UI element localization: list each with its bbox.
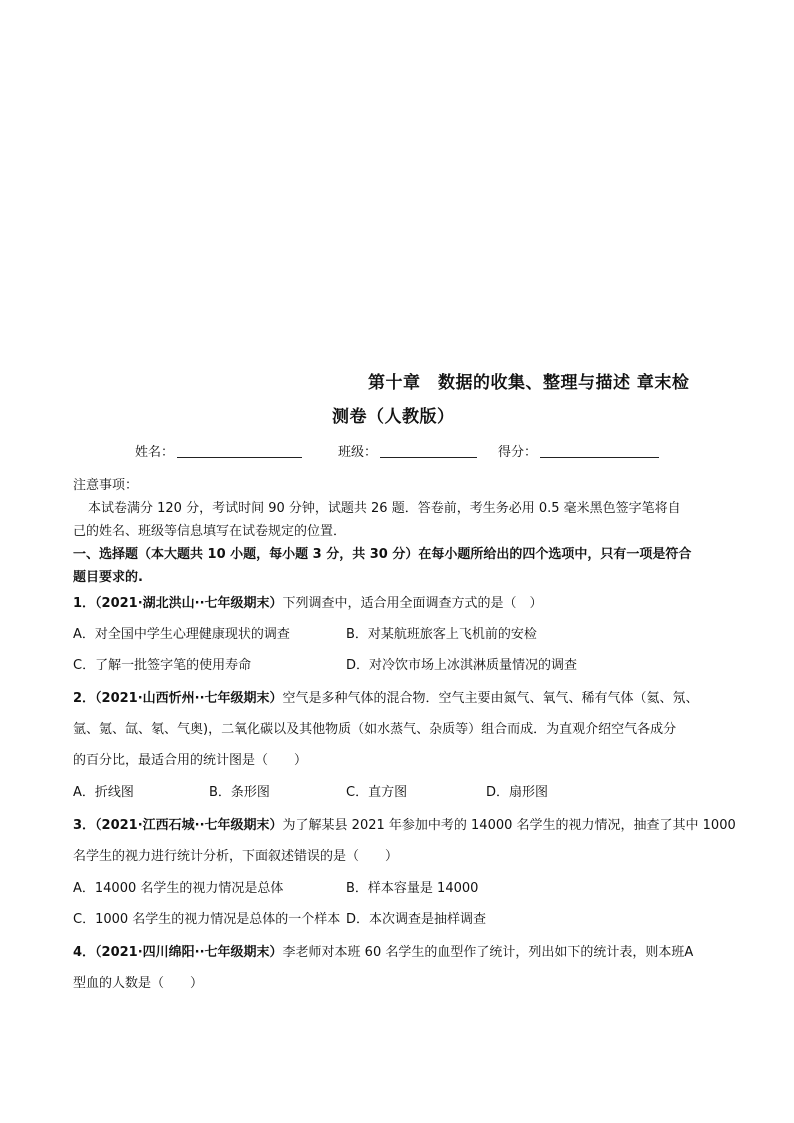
question-2-option-a[interactable]: A．折线图 — [73, 785, 134, 800]
question-3-option-c[interactable]: C．1000 名学生的视力情况是总体的一个样本 — [73, 912, 341, 927]
question-3-number: 3． — [73, 818, 96, 833]
class-blank[interactable] — [380, 457, 477, 458]
question-3-text: 为了解某县 2021 年参加中考的 14000 名学生的视力情况，抽查了其中 1000 — [282, 818, 736, 833]
section1-instruction-line2: 题目要求的. — [73, 570, 143, 585]
question-3-option-b[interactable]: B．样本容量是 14000 — [346, 881, 479, 896]
question-2-stem-line2: 氩、氪、氙、氡、气奥)，二氧化碳以及其他物质（如水蒸气、杂质等）组合而成．为直观介绍空气各成分 — [73, 722, 677, 737]
section1-instruction-line1: 一、选择题（本大题共 10 小题，每小题 3 分，共 30 分）在每小题所给出的四个选项中，只有一项是符合 — [73, 547, 692, 562]
question-2-stem-line3: 的百分比，最适合用的统计图是（ ） — [73, 753, 308, 768]
question-2-option-d[interactable]: D．扇形图 — [486, 785, 549, 800]
question-3-option-d[interactable]: D．本次调查是抽样调查 — [346, 912, 487, 927]
notice-line2: 己的姓名、班级等信息填写在试卷规定的位置． — [73, 524, 347, 539]
question-2-source: （2021·山西忻州··七年级期末） — [95, 691, 283, 706]
question-3-stem-line2: 名学生的视力进行统计分析，下面叙述错误的是（ ） — [73, 849, 399, 864]
question-2-option-c[interactable]: C．直方图 — [346, 785, 408, 800]
student-info-row — [135, 441, 695, 461]
question-2-stem-line1 — [73, 687, 699, 706]
question-4-stem-line1 — [73, 941, 693, 960]
name-label: 姓名： — [135, 445, 175, 460]
question-2-number: 2． — [73, 691, 96, 706]
score-blank[interactable] — [540, 457, 659, 458]
question-2-text: 空气是多种气体的混合物．空气主要由氮气、氧气、稀有气体（氦、氖、 — [282, 691, 699, 706]
question-1-option-c[interactable]: C．了解一批签字笔的使用寿命 — [73, 658, 252, 673]
question-1-option-d[interactable]: D．对冷饮市场上冰淇淋质量情况的调查 — [346, 658, 578, 673]
name-blank[interactable] — [177, 457, 302, 458]
question-1-source: （2021·湖北洪山··七年级期末） — [95, 596, 283, 611]
exam-title-line1: 第十章 数据的收集、整理与描述 章末检 — [368, 373, 690, 393]
question-1-option-a[interactable]: A．对全国中学生心理健康现状的调查 — [73, 627, 290, 642]
class-label: 班级： — [338, 445, 378, 460]
question-1-text: 下列调查中，适合用全面调查方式的是（ ） — [282, 596, 543, 611]
score-label: 得分： — [498, 445, 538, 460]
question-3-option-a[interactable]: A．14000 名学生的视力情况是总体 — [73, 881, 284, 896]
notice-line1: 本试卷满分 120 分，考试时间 90 分钟，试题共 26 题．答卷前，考生务必用 0.5 毫米黑色签字笔将自 — [88, 501, 681, 516]
question-1-option-b[interactable]: B．对某航班旅客上飞机前的安检 — [346, 627, 537, 642]
question-3-source: （2021·江西石城··七年级期末） — [95, 818, 283, 833]
question-4-text: 李老师对本班 60 名学生的血型作了统计，列出如下的统计表，则本班A — [282, 945, 694, 960]
question-1-stem — [73, 592, 543, 611]
question-1-number: 1． — [73, 596, 96, 611]
notice-heading: 注意事项： — [73, 478, 139, 493]
question-2-option-b[interactable]: B．条形图 — [209, 785, 270, 800]
question-4-stem-line2: 型血的人数是（ ） — [73, 976, 204, 991]
exam-title-line2: 测卷（人教版） — [332, 407, 455, 427]
question-4-source: （2021·四川绵阳··七年级期末） — [95, 945, 283, 960]
question-3-stem-line1 — [73, 814, 736, 833]
question-4-number: 4． — [73, 945, 96, 960]
